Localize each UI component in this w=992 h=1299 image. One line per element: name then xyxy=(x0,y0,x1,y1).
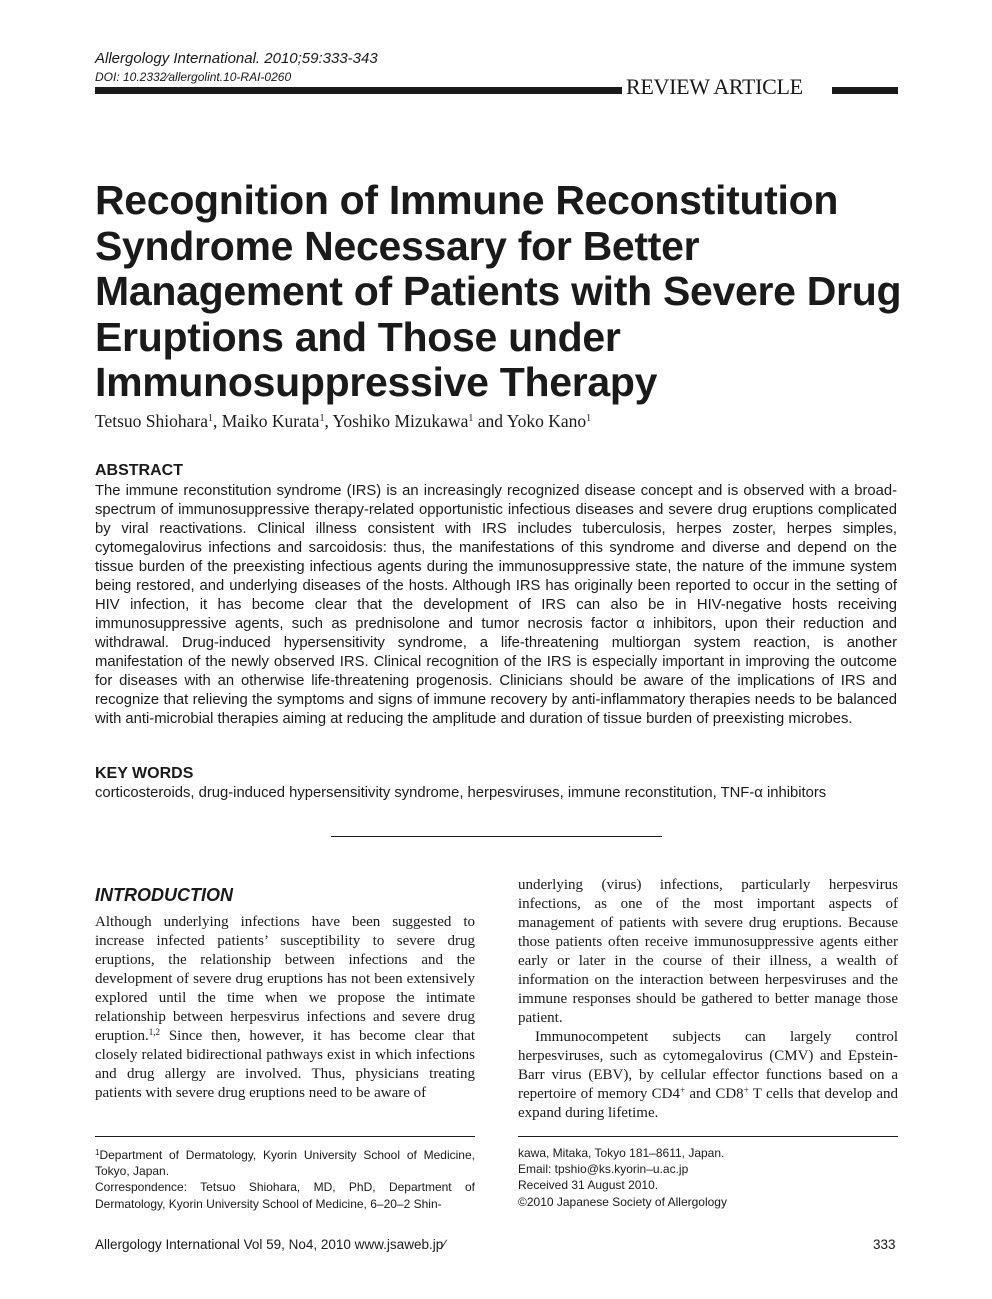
correspondence-note: Correspondence: Tetsuo Shiohara, MD, PhD, Department of Dermatology, Kyorin University School of Medicine, 6–20–2 Shin- xyxy=(95,1180,475,1211)
author-name: Maiko Kurata xyxy=(221,411,320,431)
article-type: REVIEW ARTICLE xyxy=(626,74,803,99)
intro-column-left xyxy=(95,913,475,1103)
footnotes-right xyxy=(518,1145,898,1210)
intro-text: Immunocompetent subjects can largely control herpesviruses, such as cytomegalovirus (CMV) and Epstein-Barr virus (EBV), by cellular effector functions based on a repertoire of memory CD4 xyxy=(518,1029,898,1102)
author-separator: , xyxy=(324,411,333,431)
intro-paragraph: underlying (virus) infections, particularly herpesvirus infections, as one of the most important aspects of management of patients with severe drug eruptions. Because those patients often receive immunosuppressive agents either early or later in the course of their illness, a wealth of information on the interaction between herpesviruses and the immune responses should be gathered to better manage those patient. xyxy=(518,877,898,1026)
intro-text: Although underlying infections have been suggested to increase infected patients’ susceptibility to severe drug eruptions, the relationship between infections and the development of severe drug eruptions has not been extensively explored until the time when we propose the intimate relationship between herpesvirus infections and severe drug eruption. xyxy=(95,914,475,1044)
author-separator: and xyxy=(473,411,507,431)
footnotes-left xyxy=(95,1145,475,1212)
footnote-rule-left xyxy=(95,1136,475,1137)
superscript: + xyxy=(743,1085,749,1095)
affiliation-note xyxy=(95,1145,475,1179)
affiliation-text: Department of Dermatology, Kyorin University School of Medicine, Tokyo, Japan. xyxy=(95,1148,475,1179)
affiliation-number: 1 xyxy=(95,1148,100,1157)
author-affiliation: 1 xyxy=(208,413,213,424)
page-number: 333 xyxy=(873,1237,896,1252)
intro-paragraph xyxy=(518,1028,898,1123)
email-address[interactable]: Email: tpshio@ks.kyorin–u.ac.jp xyxy=(518,1162,689,1177)
author-affiliation: 1 xyxy=(468,413,474,424)
header-rule-left xyxy=(95,87,622,94)
author-separator: , xyxy=(213,411,222,431)
author-name: Yoshiko Mizukawa xyxy=(332,411,469,431)
author-name: Yoko Kano xyxy=(506,411,587,431)
superscript: + xyxy=(680,1085,686,1095)
author-name: Tetsuo Shiohara xyxy=(95,411,208,431)
footnote-rule-right xyxy=(518,1136,898,1137)
intro-text: T cells that develop and expand during lifetime. xyxy=(518,1086,898,1121)
section-divider xyxy=(331,836,662,837)
journal-citation: Allergology International. 2010;59:333-343 xyxy=(95,50,378,67)
intro-text: Since then, however, it has become clear that closely related bidirectional pathways exist in which infections and drug allergy are involved. Thus, physicians treating patients with severe drug eruptions need to be aware of xyxy=(95,1028,475,1101)
abstract-heading: ABSTRACT xyxy=(95,462,183,479)
introduction-heading: INTRODUCTION xyxy=(95,885,233,905)
doi: DOI: 10.2332∕allergolint.10-RAI-0260 xyxy=(95,70,292,84)
reference-marker[interactable]: 1,2 xyxy=(148,1027,160,1037)
intro-text: and CD8 xyxy=(685,1086,744,1102)
author-affiliation: 1 xyxy=(586,413,592,424)
abstract-text: The immune reconstitution syndrome (IRS) is an increasingly recognized disease concept and is observed with a broad-spectrum of immunosuppressive therapy-related opportunistic infectious diseases and severe drug eruptions complicated by viral reactivations. Clinical illness consistent with IRS includes tuberculosis, herpes zoster, herpes simples, cytomegalovirus infections and sarcoidosis: thus, the manifestations of this syndrome and diverse and depend on the tissue burden of the preexisting infectious agents during the immunosuppressive state, the nature of the immune system being restored, and underlying diseases of the hosts. Although IRS has originally been reported to occur in the setting of HIV infection, it has become clear that the development of IRS can also be in HIV-negative hosts receiving immunosuppressive agents, such as prednisolone and tumor necrosis factor α inhibitors, upon their reduction and withdrawal. Drug-induced hypersensitivity syndrome, a life-threatening multiorgan system reaction, is another manifestation of the newly observed IRS. Clinical recognition of the IRS is especially important in improving the outcome for diseases with an otherwise life-threatening progenosis. Clinicians should be aware of the implications of IRS and recognize that relieving the symptoms and signs of immune recovery by anti-inflammatory therapies needs to be balanced with anti-microbial therapies aiming at reducing the amplitude and duration of tissue burden of preexisting microbes. xyxy=(95,483,897,727)
author-affiliation: 1 xyxy=(319,413,325,424)
intro-column-right xyxy=(518,876,898,1123)
footer-citation: Allergology International Vol 59, No4, 2010 www.jsaweb.jp∕ xyxy=(95,1237,446,1252)
author-list xyxy=(95,411,591,432)
keywords-text: corticosteroids, drug-induced hypersensitivity syndrome, herpesviruses, immune reconstitution, TNF-α inhibitors xyxy=(95,785,827,801)
header-rule-right xyxy=(832,87,898,94)
correspondence-continued: kawa, Mitaka, Tokyo 181–8611, Japan. xyxy=(518,1146,725,1160)
copyright-notice: ©2010 Japanese Society of Allergology xyxy=(518,1194,727,1209)
received-date: Received 31 August 2010. xyxy=(518,1178,659,1193)
article-title: Recognition of Immune Reconstitution Syndrome Necessary for Better Management of Patients with Severe Drug Eruptions and Those under Immunosuppressive Therapy xyxy=(95,177,902,405)
keywords-heading: KEY WORDS xyxy=(95,765,194,782)
